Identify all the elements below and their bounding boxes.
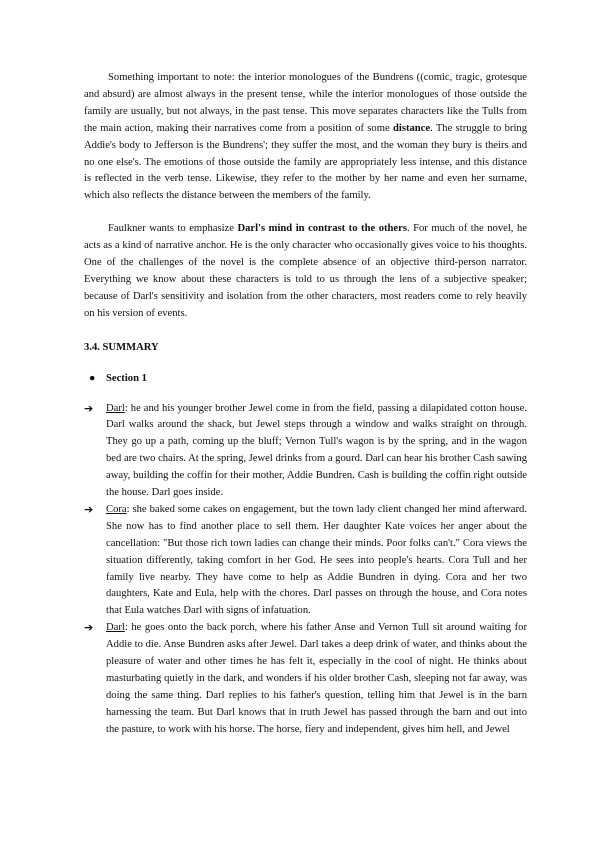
- item-text: : he goes onto the back porch, where his father Anse and Vernon Tull sit around waiting for Addie to die. Anse Bundren asks after Jewel. Darl takes a deep drink of water, and thinks about the pleasure of water and other times he has felt it, especially in the cool of night. He thinks about masturbating quietly in the dark, and wonders if his older brother Cash, sleeping not far away, was doing the same thing. Darl replies to his father's question, telling him that Jewel is in the barn harnessing the team. But Darl knows that in truth Jewel has passed through the barn and out into the pasture, to work with his horse. The horse, fiery and independent, gives him hell, and Jewel: [106, 622, 527, 735]
- list-item: [84, 502, 527, 620]
- arrow-icon: ➔: [84, 502, 94, 516]
- intro-p2-text-a: Faulkner wants to emphasize: [108, 223, 234, 235]
- section-bullet-label: Section 1: [106, 372, 147, 384]
- item-text: : he and his younger brother Jewel come in from the field, passing a dilapidated cotton house. Darl walks around the shack, but Jewel steps through a window and walks straight on through. They go up a path, coming up the bluff; Vernon Tull's wagon is by the spring, and in the wagon bed are two chairs. At the spring, Jewel drinks from a gourd. Darl can hear his brother Cash sawing away, building the coffin for their mother, Addie Bundren. Cash is building the coffin right outside the house. Darl goes inside.: [106, 402, 527, 499]
- section-bullet: [84, 371, 527, 388]
- list-item: [84, 620, 527, 738]
- intro-p2-emphasis: Darl's mind in contrast to the others: [237, 223, 407, 235]
- arrow-icon: ➔: [84, 621, 94, 635]
- summary-list: [84, 401, 527, 739]
- speaker-name: Cora: [106, 503, 127, 515]
- bullet-icon: ●: [89, 372, 96, 384]
- intro-p1-text-a: Something important to note: the interior monologues of the Bundrens ((comic, tragic, grotesque and absurd) are almost always in the present tense, while the interior monologues of those outside the family are usually, but not always, in the past tense. This move separates characters like the Tulls from the main action, making their narratives come from a position of some: [84, 72, 527, 134]
- section-heading: 3.4. SUMMARY: [84, 341, 159, 353]
- intro-p2-text-b: . For much of the novel, he acts as a kind of narrative anchor. He is the only character who occasionally gives voice to his thoughts. One of the challenges of the novel is the complete absence of an objective third-person narrator. Everything we know about these characters is told to us through the lens of a subjective speaker; because of Darl's sensitivity and isolation from the other characters, most readers come to rely heavily on his version of events.: [84, 223, 527, 319]
- item-text: : she baked some cakes on engagement, but the town lady client changed her mind afterward. She now has to find another place to sell them. Her daughter Kate voices her anger about the cancellation: "But those rich town ladies can change their minds. Poor folks can't." Cora views the situation differently, taking comfort in her God. He sees into people's hearts. Cora Tull and her family live nearby. They have come to help as Addie Bundren in dying. Cora and her two daughters, Kate and Eula, help with the chores. Darl passes on through the house, and Cora notes that Eula watches Darl with signs of infatuation.: [106, 503, 527, 617]
- page-body: [84, 70, 527, 739]
- arrow-icon: ➔: [84, 401, 94, 415]
- intro-p1-emphasis: distance: [392, 122, 431, 134]
- intro-p1-text-b: . The struggle to bring Addie's body to Jefferson is the Bundrens'; they suffer the most, and the woman they bury is theirs and no one else's. The emotions of those outside the family are appropriately less intense, and this distance is reflected in the verb tense. Likewise, they refer to the mother by her name and even her surname, which also reflects the distance between the members of the family.: [84, 122, 527, 202]
- list-item: [84, 401, 527, 502]
- intro-paragraph-2: [84, 221, 527, 322]
- speaker-name: Darl: [106, 402, 125, 414]
- intro-paragraph-1: [84, 70, 527, 205]
- speaker-name: Darl: [106, 622, 125, 634]
